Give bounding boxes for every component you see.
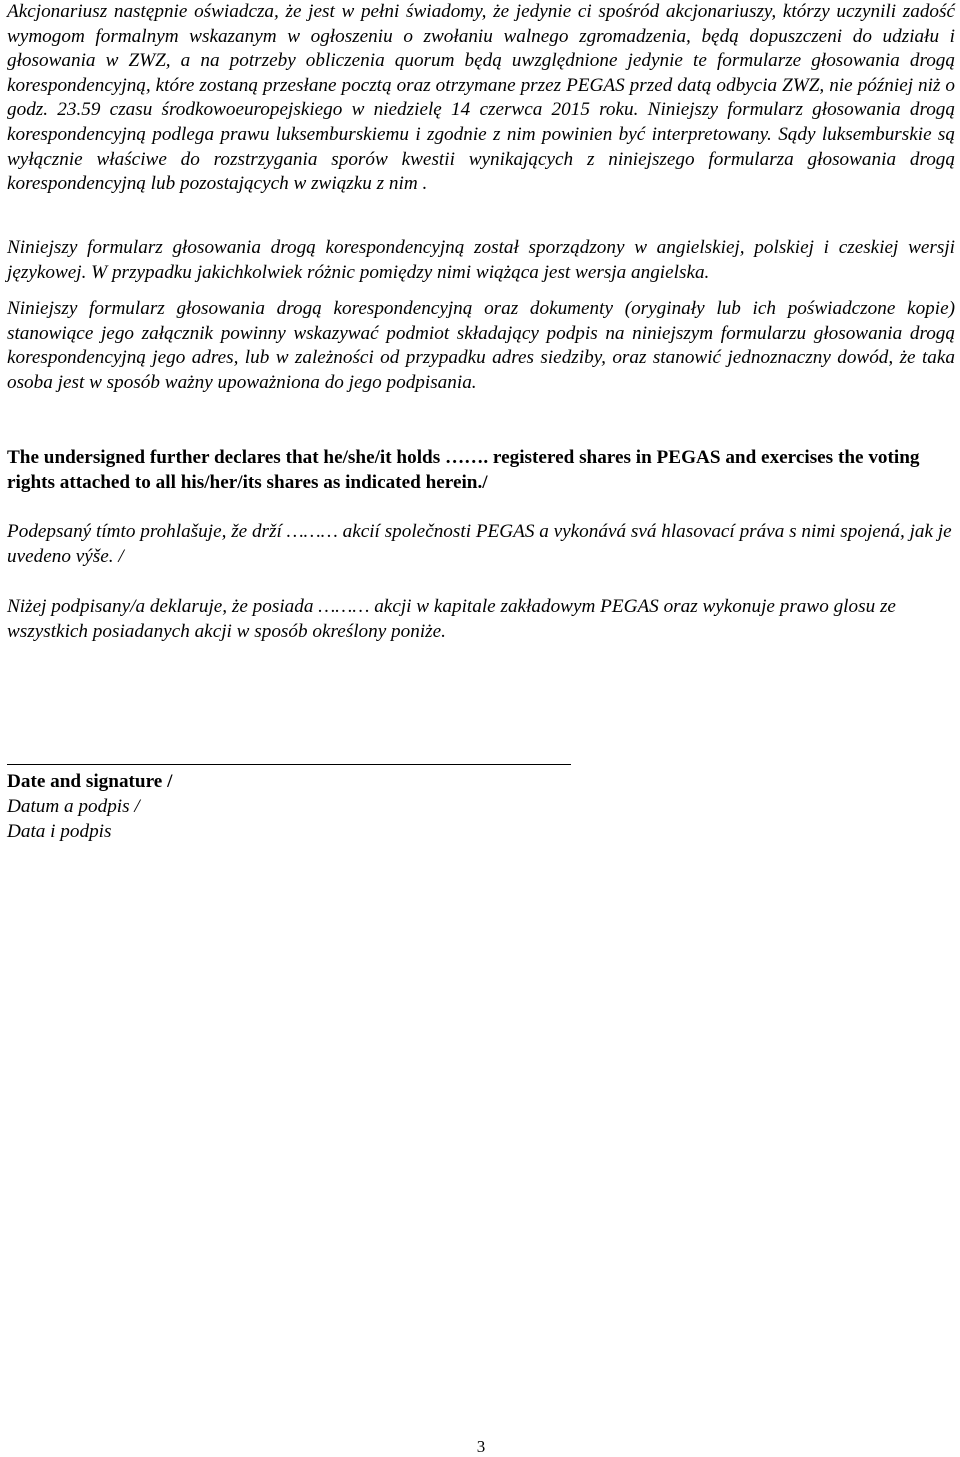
paragraph-polish-language-versions: Niniejszy formularz głosowania drogą korespondencyjną został sporządzony w angielskiej, polskiej i czeskiej wersji językowej. W przypadku jakichkolwiek różnic pomiędzy nimi wiążąca jest wersja angielska. (7, 237, 955, 283)
signature-label-english: Date and signature / (7, 771, 173, 792)
signature-label-polish: Data i podpis (7, 821, 112, 842)
paragraph-english-shares-declaration: The undersigned further declares that he/she/it holds ……. registered shares in PEGAS and exercises the voting rights attached to all his/her/its shares as indicated herein./ (7, 447, 920, 493)
paragraph-polish-declaration: Akcjonariusz następnie oświadcza, że jest w pełni świadomy, że jedynie ci spośród akcjonariuszy, którzy uczynili zadość wymogom formalnym wskazanym w ogłoszeniu o zwołaniu walnego zgromadzenia, będą dopuszczeni do udziału i głosowania w ZWZ, a na potrzeby obliczenia quorum będą uwzględnione jedynie te formularze głosowania drogą korespondencyjną, które zostaną przesłane pocztą oraz otrzymane przez PEGAS przed datą odbycia ZWZ, nie później niż o godz. 23.59 czasu środkowoeuropejskiego w niedzielę 14 czerwca 2015 roku. Niniejszy formularz głosowania drogą korespondencyjną podlega prawu luksemburskiemu i zgodnie z nim powinien być interpretowany. Sądy luksemburskie są wyłącznie właściwe do rozstrzygania sporów kwestii wynikających z niniejszego formularza głosowania drogą korespondencyjną lub pozostających w związku z nim . (7, 1, 955, 195)
paragraph-polish-signatory-documents: Niniejszy formularz głosowania drogą korespondencyjną oraz dokumenty (oryginały lub ich poświadczone kopie) stanowiące jego załącznik powinny wskazywać podmiot składający podpis na niniejszym formularzu głosowania drogą korespondencyjną jego adres, lub w zależności od przypadku adres siedziby, oraz stanowić jednoznaczny dowód, że taka osoba jest w sposób ważny upoważniona do jego podpisania. (7, 298, 955, 393)
signature-line (7, 764, 571, 765)
paragraph-czech-shares-declaration: Podepsaný tímto prohlašuje, že drží ……… akcií společnosti PEGAS a vykonává svá hlasovací práva s nimi spojená, jak je uvedeno výše. / (7, 521, 952, 567)
paragraph-polish-shares-declaration: Niżej podpisany/a deklaruje, że posiada ……… akcji w kapitale zakładowym PEGAS oraz wykonuje prawo glosu ze wszystkich posiadanych akcji w sposób określony poniże. (7, 596, 896, 642)
signature-label-czech: Datum a podpis / (7, 796, 140, 817)
page-number: 3 (476, 1437, 486, 1456)
document-page (7, 0, 955, 1457)
